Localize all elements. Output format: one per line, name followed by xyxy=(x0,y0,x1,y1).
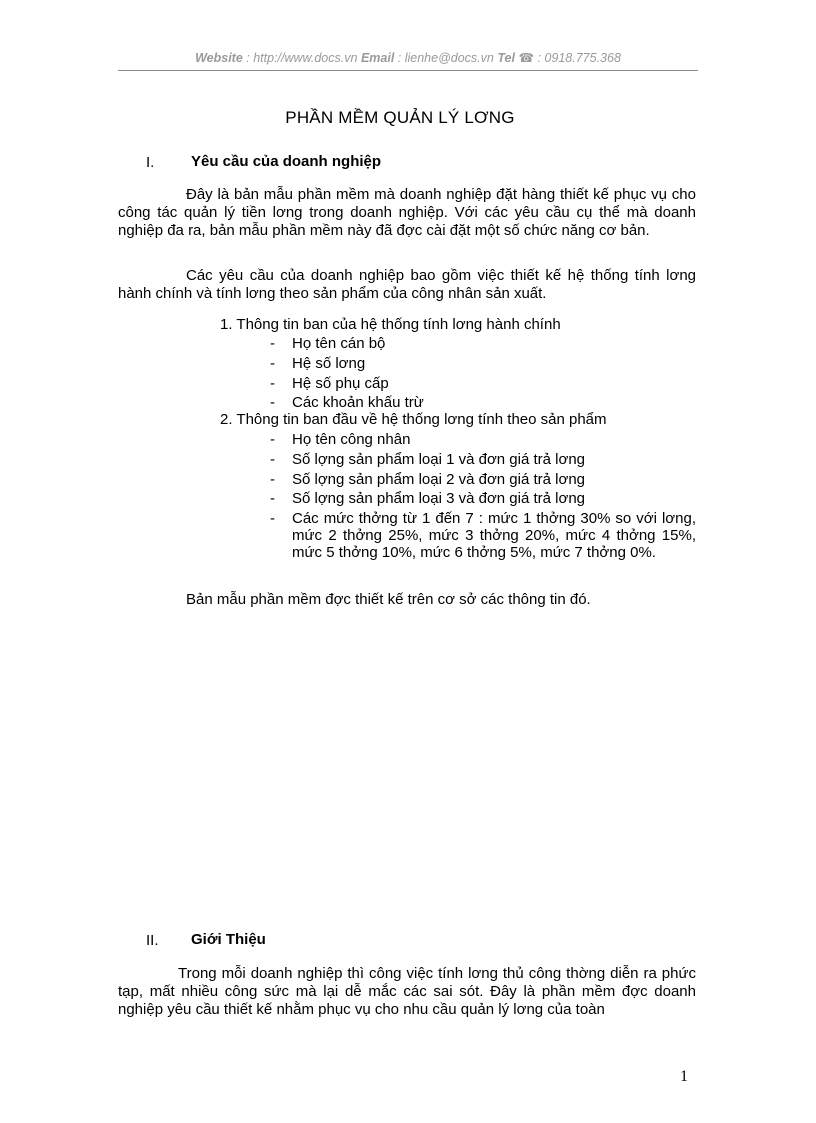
list-1-item: Các khoản khấu trừ xyxy=(292,394,424,411)
list-2-item: Số lợng sản phẩm loại 3 và đơn giá trả lơng xyxy=(292,490,586,507)
list-bullet: - xyxy=(270,471,275,488)
list-bullet: - xyxy=(270,451,275,468)
page-header xyxy=(118,50,698,65)
section-1-paragraph-3-text: Bản mẫu phần mềm đợc thiết kế trên cơ sở các thông tin đó. xyxy=(186,591,591,608)
section-1-paragraph-3 xyxy=(118,591,696,609)
section-1-paragraph-1 xyxy=(118,186,696,240)
section-2-number: II. xyxy=(146,932,159,949)
website-label: Website xyxy=(195,51,243,65)
section-2-paragraph-1 xyxy=(118,965,696,1019)
list-2-item: Số lợng sản phẩm loại 2 và đơn giá trả lơng xyxy=(292,471,586,488)
list-2-item: Các mức thởng từ 1 đến 7 : mức 1 thởng 30% so với lơng, mức 2 thởng 25%, mức 3 thởng 20%, mức 4 thởng 15%, mức 5 thởng 10%, mức 6 thởng 5%, mức 7 thởng 0%. xyxy=(292,510,696,561)
list-1-title: 1. Thông tin ban của hệ thống tính lơng hành chính xyxy=(220,316,561,333)
list-bullet: - xyxy=(270,355,275,372)
section-2-paragraph-1-text: Trong mỗi doanh nghiệp thì công việc tính lơng thủ công thờng diễn ra phức tạp, mất nhiều công sức mà lại dễ mắc các sai sót. Đây là phần mềm đợc doanh nghiệp yêu cầu thiết kế nhằm phục vụ cho nhu cầu quản lý lơng của toàn xyxy=(118,965,696,1018)
list-bullet: - xyxy=(270,335,275,352)
section-1-number: I. xyxy=(146,154,155,171)
list-2-item: Số lợng sản phẩm loại 1 và đơn giá trả lơng xyxy=(292,451,586,468)
list-bullet: - xyxy=(270,431,275,448)
document-title: PHẦN MỀM QUẢN LÝ LƠNG xyxy=(285,108,515,127)
list-2-item: Họ tên công nhân xyxy=(292,431,411,448)
section-1-paragraph-2-text: Các yêu cầu của doanh nghiệp bao gồm việc thiết kế hệ thống tính lơng hành chính và tính lơng theo sản phẩm của công nhân sản xuất. xyxy=(118,267,696,302)
list-bullet: - xyxy=(270,510,275,527)
list-bullet: - xyxy=(270,375,275,392)
section-1-heading: Yêu cầu của doanh nghiệp xyxy=(191,153,382,170)
email-value: : lienhe@docs.vn xyxy=(397,51,494,65)
tel-label: Tel xyxy=(497,51,515,65)
header-divider xyxy=(118,70,698,71)
tel-value: ☎ : 0918.775.368 xyxy=(518,51,621,65)
list-1-item: Hệ số lơng xyxy=(292,355,366,372)
email-label: Email xyxy=(360,51,395,65)
list-2-title: 2. Thông tin ban đầu về hệ thống lơng tính theo sản phẩm xyxy=(220,411,607,428)
section-2-heading: Giới Thiệu xyxy=(191,931,266,948)
list-bullet: - xyxy=(270,394,275,411)
website-value: : http://www.docs.vn xyxy=(246,51,358,65)
section-1-paragraph-2 xyxy=(118,267,696,303)
list-1-item: Hệ số phụ cấp xyxy=(292,375,389,392)
list-bullet: - xyxy=(270,490,275,507)
list-1-item: Họ tên cán bộ xyxy=(292,335,386,352)
section-1-paragraph-1-text: Đây là bản mẫu phần mềm mà doanh nghiệp đặt hàng thiết kế phục vụ cho công tác quản lý tiền lơng trong doanh nghiệp. Với các yêu cầu cụ thể mà doanh nghiệp đa ra, bản mẫu phần mềm này đã đợc cài đặt một số chức năng cơ bản. xyxy=(118,186,696,239)
page-number: 1 xyxy=(680,1068,688,1085)
